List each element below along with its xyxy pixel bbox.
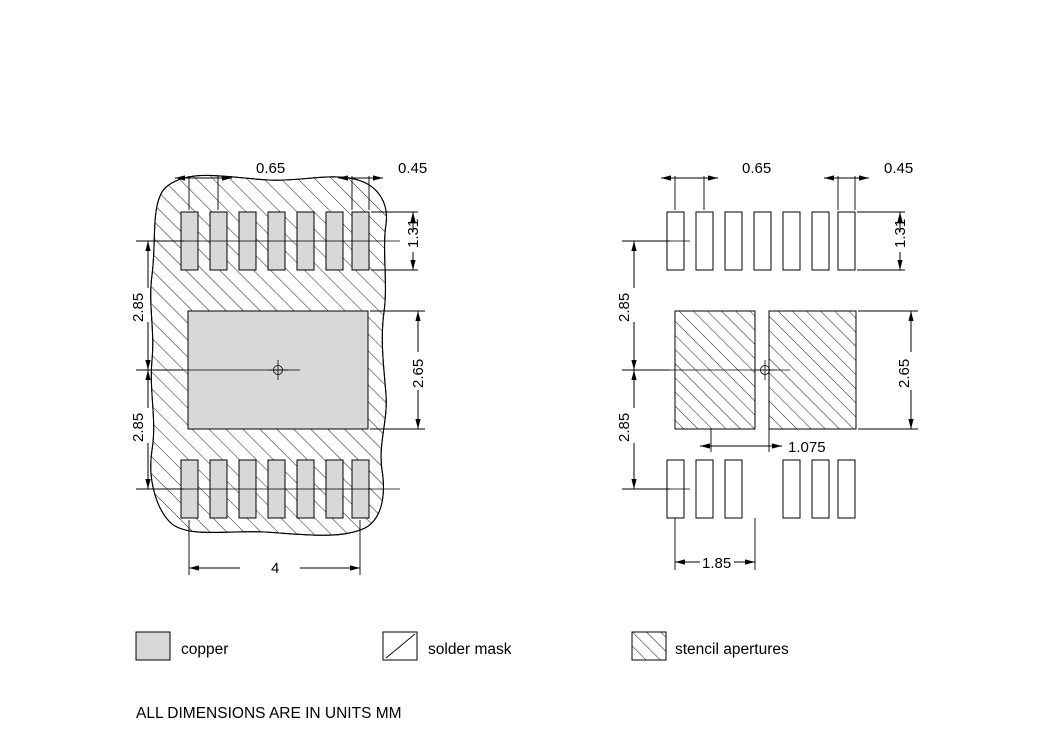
top-aperture-row xyxy=(667,212,855,270)
dim-pad-length-left-label: 1.31 xyxy=(405,218,422,248)
dim-pitch-right-label: 0.65 xyxy=(742,160,772,177)
dim-block-width-right-label: 1.85 xyxy=(702,555,732,572)
dim-thermal-height-left-label: 2.65 xyxy=(410,358,427,388)
bottom-aperture-row xyxy=(667,460,855,518)
left-view-group xyxy=(130,160,427,577)
dim-upper-span-right xyxy=(616,241,670,370)
dim-lower-span-left-label: 2.85 xyxy=(130,412,147,442)
stencil-apertures-swatch xyxy=(632,632,666,660)
dim-upper-span-left-label: 2.85 xyxy=(130,292,147,322)
dim-block-width-right xyxy=(675,518,755,572)
legend-label-copper: copper xyxy=(181,641,229,658)
dim-lower-span-right xyxy=(616,370,670,489)
dim-overall-width-left-label: 4 xyxy=(271,560,280,577)
dim-thermal-height-right-label: 2.65 xyxy=(896,358,913,388)
dim-aperture-length-right xyxy=(857,212,909,270)
dim-thermal-height-right xyxy=(858,311,918,429)
legend-label-solder-mask: solder mask xyxy=(428,641,512,658)
legend xyxy=(136,632,789,660)
dim-aperture-width-right-label: 0.45 xyxy=(884,160,914,177)
dim-gap-right-label: 1.075 xyxy=(788,439,826,456)
dim-upper-span-right-label: 2.85 xyxy=(616,292,633,322)
legend-label-stencil-apertures: stencil apertures xyxy=(675,641,789,658)
dim-aperture-length-right-label: 1.31 xyxy=(892,218,909,248)
right-view-group xyxy=(616,160,918,572)
dim-lower-span-right-label: 2.85 xyxy=(616,412,633,442)
units-note: ALL DIMENSIONS ARE IN UNITS MM xyxy=(136,705,402,722)
dim-aperture-width-right xyxy=(824,160,913,210)
dim-pad-width-left-label: 0.45 xyxy=(398,160,428,177)
copper-swatch xyxy=(136,632,170,660)
dim-gap-right xyxy=(700,429,826,456)
dim-pitch-right xyxy=(661,160,771,210)
dim-pitch-left-label: 0.65 xyxy=(256,160,286,177)
